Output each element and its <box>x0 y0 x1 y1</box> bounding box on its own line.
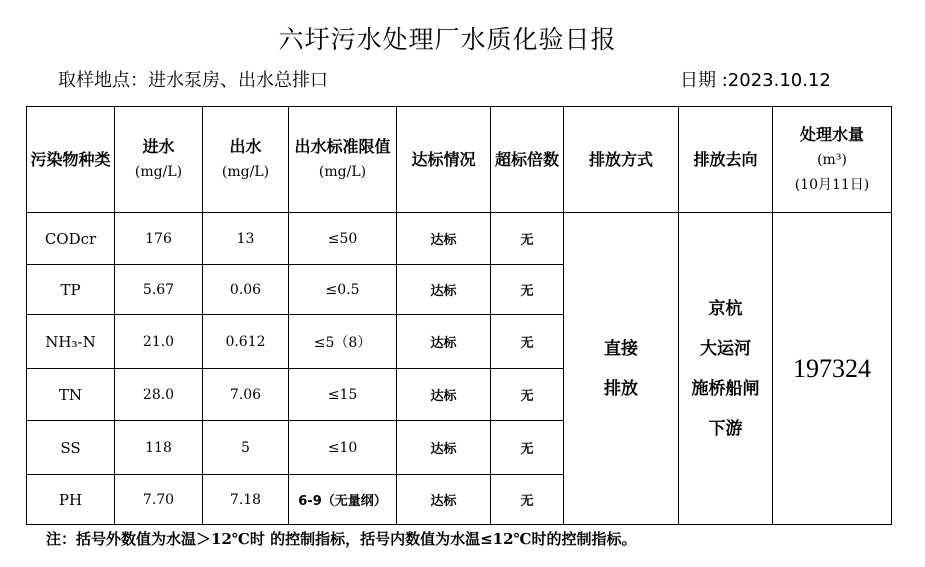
compliance-status: 达标 <box>397 475 491 525</box>
compliance-status: 达标 <box>397 421 491 475</box>
outflow-value: 7.06 <box>203 369 289 421</box>
header-destination: 排放去向 <box>679 107 773 213</box>
header-outflow: 出水 (mg/L) <box>203 107 289 213</box>
sampling-location: 取样地点：进水泵房、出水总排口 <box>58 70 328 91</box>
outflow-value: 0.612 <box>203 315 289 369</box>
pollutant-name: SS <box>27 421 115 475</box>
limit-value: ≤10 <box>289 421 397 475</box>
pollutant-name: PH <box>27 475 115 525</box>
header-inflow: 进水 (mg/L) <box>115 107 203 213</box>
header-row <box>27 107 892 213</box>
header-compliance: 达标情况 <box>397 107 491 213</box>
inflow-value: 28.0 <box>115 369 203 421</box>
destination-line: 下游 <box>708 418 743 439</box>
exceed-value: 无 <box>491 369 564 421</box>
discharge-method-line: 直接 <box>604 338 638 359</box>
inflow-value: 7.70 <box>115 475 203 525</box>
water-quality-table <box>26 106 892 525</box>
exceed-value: 无 <box>491 265 564 315</box>
footnote: 注：括号外数值为水温＞12℃时 的控制指标，括号内数值为水温≤12℃时的控制指标。 <box>46 530 637 548</box>
header-limit: 出水标准限值 (mg/L) <box>289 107 397 213</box>
compliance-status: 达标 <box>397 315 491 369</box>
compliance-status: 达标 <box>397 369 491 421</box>
outflow-value: 7.18 <box>203 475 289 525</box>
report-date: 日期 :2023.10.12 <box>680 70 831 91</box>
header-exceed: 超标倍数 <box>491 107 564 213</box>
treated-volume: 197324 <box>773 213 892 525</box>
table-row <box>27 213 892 265</box>
outflow-value: 0.06 <box>203 265 289 315</box>
exceed-value: 无 <box>491 475 564 525</box>
compliance-status: 达标 <box>397 213 491 265</box>
report-title: 六圩污水处理厂水质化验日报 <box>278 25 617 54</box>
destination-line: 京杭 <box>708 298 743 319</box>
header-volume: 处理水量 (m³) (10月11日) <box>773 107 892 213</box>
inflow-value: 118 <box>115 421 203 475</box>
discharge-method-line: 排放 <box>604 378 638 399</box>
exceed-value: 无 <box>491 421 564 475</box>
limit-value: ≤5（8） <box>289 315 397 369</box>
pollutant-name: TP <box>27 265 115 315</box>
discharge-method <box>564 213 679 525</box>
inflow-value: 5.67 <box>115 265 203 315</box>
pollutant-name: CODcr <box>27 213 115 265</box>
discharge-destination <box>679 213 773 525</box>
limit-value: ≤50 <box>289 213 397 265</box>
compliance-status: 达标 <box>397 265 491 315</box>
exceed-value: 无 <box>491 213 564 265</box>
header-method: 排放方式 <box>564 107 679 213</box>
inflow-value: 176 <box>115 213 203 265</box>
pollutant-name: NH₃-N <box>27 315 115 369</box>
destination-line: 大运河 <box>700 338 751 359</box>
exceed-value: 无 <box>491 315 564 369</box>
outflow-value: 13 <box>203 213 289 265</box>
pollutant-name: TN <box>27 369 115 421</box>
header-pollutant: 污染物种类 <box>27 107 115 213</box>
outflow-value: 5 <box>203 421 289 475</box>
destination-line: 施桥船闸 <box>691 378 760 399</box>
limit-value: ≤15 <box>289 369 397 421</box>
limit-value: 6-9（无量纲） <box>289 475 397 525</box>
limit-value: ≤0.5 <box>289 265 397 315</box>
inflow-value: 21.0 <box>115 315 203 369</box>
